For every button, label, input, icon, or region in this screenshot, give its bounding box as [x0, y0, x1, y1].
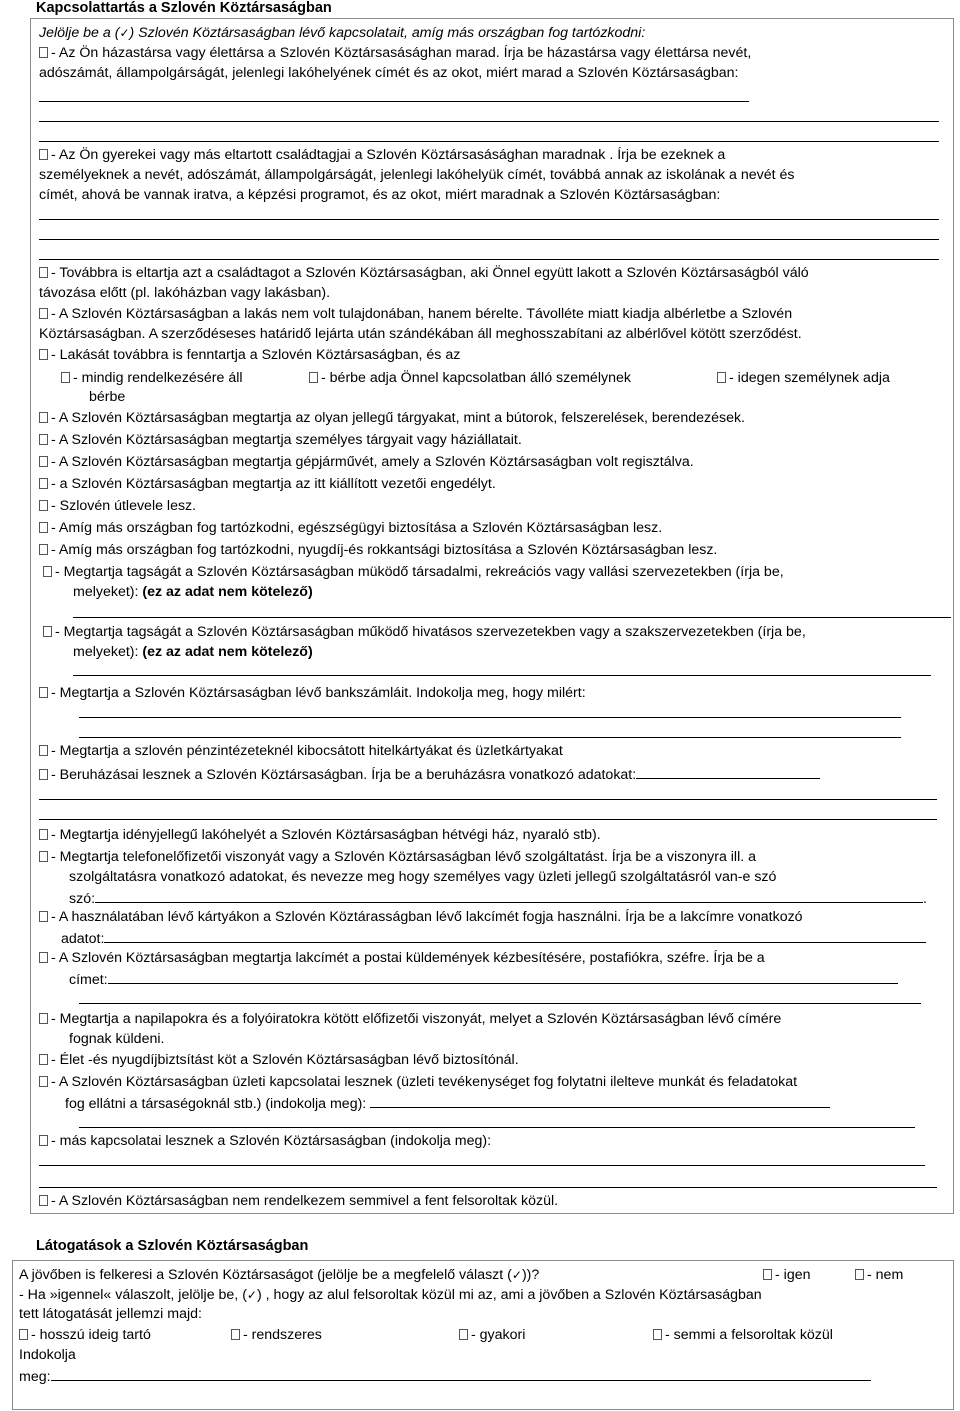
investment-inline-line[interactable]	[636, 763, 820, 779]
other-answer-line[interactable]	[39, 1187, 937, 1188]
vehicle-checkbox[interactable]	[39, 456, 48, 467]
cards-checkbox[interactable]	[39, 745, 48, 756]
none-checkbox[interactable]	[39, 1195, 48, 1206]
item-vehicle: - A Szlovén Köztársaságban megtartja gépjárművét, amely a Szlovén Köztársaságban volt regisztálva.	[39, 452, 694, 472]
post-text-2: címet:	[69, 968, 898, 990]
item-license: - a Szlovén Köztársaságban megtartja az itt kiállított vezetői engedélyt.	[39, 474, 496, 494]
rent-checkbox[interactable]	[39, 308, 48, 319]
phone-text-3: szó: .	[69, 887, 927, 909]
family-text-2: távozása előtt (pl. lakóházban vagy lakásban).	[39, 285, 331, 301]
spouse-checkbox[interactable]	[39, 47, 48, 58]
rent-text-2: Köztársaságban. A szerződéseses határidő lejárta után szándékában áll meghosszabítani az albérlővel kötött szerződést.	[39, 326, 802, 342]
visits-box	[12, 1260, 954, 1410]
post-answer-line[interactable]	[79, 1003, 921, 1004]
flat-option-available: - mindig rendelkezésére áll	[61, 368, 243, 388]
address-text-2: adatot:	[61, 927, 926, 949]
visit-none-checkbox[interactable]	[653, 1329, 662, 1340]
item-passport: - Szlovén útlevele lesz.	[39, 496, 196, 516]
phone-answer-line[interactable]	[95, 887, 923, 903]
flat-option-stranger-cont: bérbe	[89, 389, 126, 405]
item-furniture: - A Szlovén Köztársaságban megtartja az olyan jellegű tárgyakat, mint a bútorok, felszerelések, berendezések.	[39, 408, 745, 428]
item-cards: - Megtartja a szlovén pénzintézeteknél kibocsátott hitelkártyákat és üzletkártyakat	[39, 741, 563, 761]
section-title-visits: Látogatások a Szlovén Köztársaságban	[36, 1238, 309, 1254]
life-checkbox[interactable]	[39, 1054, 48, 1065]
other-checkbox[interactable]	[39, 1135, 48, 1146]
flat-stranger-checkbox[interactable]	[717, 372, 726, 383]
item-family: - Továbbra is eltartja azt a családtagot a Szlovén Köztársaságban, aki Önnel együtt lakott a Szlovén Köztársaságból váló	[39, 263, 809, 283]
flat-available-checkbox[interactable]	[61, 372, 70, 383]
social-text-2: melyeket): (ez az adat nem kötelező)	[73, 584, 313, 600]
address-checkbox[interactable]	[39, 911, 48, 922]
visit-justify-answer-line[interactable]	[51, 1365, 871, 1381]
professional-checkbox[interactable]	[43, 626, 52, 637]
children-answer-line[interactable]	[39, 219, 939, 220]
item-address: - A használatában lévő kártyákon a Szlovén Köztárasságban lévő lakcímét fogja használni. Írja be a lakcímre vonatkozó	[39, 907, 803, 927]
business-text-2: fog ellátni a társaségoknál stb.) (indokolja meg):	[65, 1092, 830, 1114]
social-checkbox[interactable]	[43, 566, 52, 577]
seasonal-checkbox[interactable]	[39, 829, 48, 840]
item-life: - Élet -és nyugdíjbiztsítást köt a Szlovén Köztársaságban lévő biztosítónál.	[39, 1050, 519, 1070]
visit-regular-option: - rendszeres	[231, 1325, 322, 1345]
item-investment: - Beruházásai lesznek a Szlovén Köztársaságban. Írja be a beruházásra vonatkozó adatokat:	[39, 763, 820, 785]
flat-related-checkbox[interactable]	[309, 372, 318, 383]
item-spouse: - Az Ön házastársa vagy élettársa a Szlovén Köztársasásághan marad. Írja be házastársa vagy élettársa nevét,	[39, 43, 751, 63]
flat-checkbox[interactable]	[39, 349, 48, 360]
personal-checkbox[interactable]	[39, 434, 48, 445]
item-press: - Megtartja a napilapokra és a folyóiratokra kötött előfizetői viszonyát, melyet a Szlovén Köztársaságban lévő címére	[39, 1009, 781, 1029]
license-checkbox[interactable]	[39, 478, 48, 489]
family-checkbox[interactable]	[39, 267, 48, 278]
visit-long-checkbox[interactable]	[19, 1329, 28, 1340]
flat-option-related: - bérbe adja Önnel kapcsolatban álló személynek	[309, 368, 631, 388]
professional-text-2: melyeket): (ez az adat nem kötelező)	[73, 644, 313, 660]
visit-long-option: - hosszú ideig tartó	[19, 1325, 151, 1345]
passport-checkbox[interactable]	[39, 500, 48, 511]
item-phone: - Megtartja telefonelőfizetői viszonyát vagy a Szlovén Köztársaságban lévő szolgáltatást. Írja be a viszonyra ill. a	[39, 847, 756, 867]
children-answer-line[interactable]	[39, 239, 939, 240]
visit-yes-checkbox[interactable]	[763, 1269, 772, 1280]
item-other: - más kapcsolatai lesznek a Szlovén Köztársaságban (indokolja meg):	[39, 1131, 491, 1151]
social-answer-line[interactable]	[73, 617, 951, 618]
children-text-2: személyeknek a nevét, adószámát, állampolgárságát, jelenlegi lakóhelyük címét, továbbá annak az iskolának a nevét és	[39, 167, 795, 183]
item-children: - Az Ön gyerekei vagy más eltartott családtagjai a Szlovén Köztársasásághan maradnak . Írja be ezeknek a	[39, 145, 725, 165]
item-personal: - A Szlovén Köztársaságban megtartja személyes tárgyait vagy háziállatait.	[39, 430, 522, 450]
spouse-answer-line[interactable]	[39, 121, 939, 122]
furniture-checkbox[interactable]	[39, 412, 48, 423]
visit-frequent-checkbox[interactable]	[459, 1329, 468, 1340]
contacts-box	[30, 18, 954, 1214]
visit-none-option: - semmi a felsoroltak közül	[653, 1325, 833, 1345]
item-flat: - Lakását továbbra is fenntartja a Szlovén Köztársaságban, és az	[39, 345, 460, 365]
address-answer-line[interactable]	[104, 927, 926, 943]
item-pension: - Amíg más országban fog tartózkodni, nyugdíj-és rokkantsági biztosítása a Szlovén Köztársaságban lesz.	[39, 540, 717, 560]
item-post: - A Szlovén Köztársaságban megtartja lakcímét a postai küldemények kézbesítésére, postafiókra, széfre. Írja be a	[39, 948, 765, 968]
children-answer-line[interactable]	[39, 259, 939, 260]
visit-question: A jövőben is felkeresi a Szlovén Köztársaságot (jelölje be a megfelelő választ (✓))?	[19, 1267, 540, 1283]
other-answer-line[interactable]	[39, 1165, 925, 1166]
business-answer-line[interactable]	[79, 1127, 915, 1128]
visit-no-checkbox[interactable]	[855, 1269, 864, 1280]
professional-answer-line[interactable]	[73, 675, 931, 676]
children-checkbox[interactable]	[39, 149, 48, 160]
item-professional: - Megtartja tagságát a Szlovén Köztársaságban működő hivatásos szervezetekben vagy a szakszervezetekben (írja be,	[43, 622, 806, 642]
item-business: - A Szlovén Köztársaságban üzleti kapcsolatai lesznek (üzleti tevékenységet fog folytatni ilelteve munkát és feladatokat	[39, 1072, 797, 1092]
item-social: - Megtartja tagságát a Szlovén Köztársaságban müködő társadalmi, rekreációs vagy vallási szervezetekben (írja be,	[43, 562, 784, 582]
post-checkbox[interactable]	[39, 952, 48, 963]
bank-answer-line[interactable]	[79, 717, 901, 718]
investment-answer-line[interactable]	[39, 819, 937, 820]
item-none: - A Szlovén Köztársaságban nem rendelkezem semmivel a fent felsoroltak közül.	[39, 1191, 558, 1211]
visit-frequent-option: - gyakori	[459, 1325, 525, 1345]
spouse-text-2: adószámát, állampolgárságát, jelenlegi lakóhelyének címét és az okot, miért marad a Szlovén Köztársaságban:	[39, 65, 739, 81]
visit-yes-option: - igen	[763, 1265, 811, 1285]
visit-no-option: - nem	[855, 1265, 903, 1285]
post-answer-line[interactable]	[108, 968, 898, 984]
health-checkbox[interactable]	[39, 522, 48, 533]
visit-justify-label: Indokolja	[19, 1347, 76, 1363]
section-title-contacts: Kapcsolattartás a Szlovén Köztársaságban	[36, 0, 332, 16]
bank-answer-line[interactable]	[79, 737, 901, 738]
visit-if-yes: - Ha »igennel« válaszolt, jelölje be, (✓) , hogy az alul felsoroltak közül mi az, ami a jövőben a Szlovén Köztársaságban	[19, 1287, 762, 1303]
press-checkbox[interactable]	[39, 1013, 48, 1024]
visit-if-yes-2: tett látogatását jellemzi majd:	[19, 1306, 202, 1322]
item-seasonal: - Megtartja idényjellegű lakóhelyét a Szlovén Köztársaságban hétvégi ház, nyaraló stb).	[39, 825, 601, 845]
bank-checkbox[interactable]	[39, 687, 48, 698]
item-health: - Amíg más országban fog tartózkodni, egészségügyi biztosítása a Szlovén Köztársaságban lesz.	[39, 518, 662, 538]
item-rent: - A Szlovén Köztársaságban a lakás nem volt tulajdonában, hanem bérelte. Távolléte miatt kiadja albérletbe a Szlovén	[39, 304, 792, 324]
intro-line: Jelölje be a (✓) Szlovén Köztársaságban lévő kapcsolatait, amíg más országban fog tartózkodni:	[39, 25, 646, 41]
investment-checkbox[interactable]	[39, 769, 48, 780]
flat-option-stranger: - idegen személynek adja	[717, 368, 890, 388]
phone-text-2: szolgáltatásra vonatkozó adatokat, és nevezze meg hogy személyes vagy üzleti jellegű szolgáltatásról van-e szó	[69, 869, 777, 885]
business-checkbox[interactable]	[39, 1076, 48, 1087]
visit-justify-line: meg:	[19, 1365, 871, 1387]
spouse-answer-line[interactable]	[39, 101, 749, 102]
children-text-3: címét, ahová be vannak iratva, a képzési programot, és az okot, miért maradnak a Szlovén Köztársaságban:	[39, 187, 721, 203]
item-bank: - Megtartja a Szlovén Köztársaságban lévő bankszámláit. Indokolja meg, hogy milért:	[39, 683, 586, 703]
investment-answer-line[interactable]	[39, 799, 937, 800]
spouse-answer-line[interactable]	[39, 141, 939, 142]
pension-checkbox[interactable]	[39, 544, 48, 555]
business-inline-line[interactable]	[370, 1092, 830, 1108]
visit-regular-checkbox[interactable]	[231, 1329, 240, 1340]
press-text-2: fognak küldeni.	[69, 1031, 165, 1047]
phone-checkbox[interactable]	[39, 851, 48, 862]
